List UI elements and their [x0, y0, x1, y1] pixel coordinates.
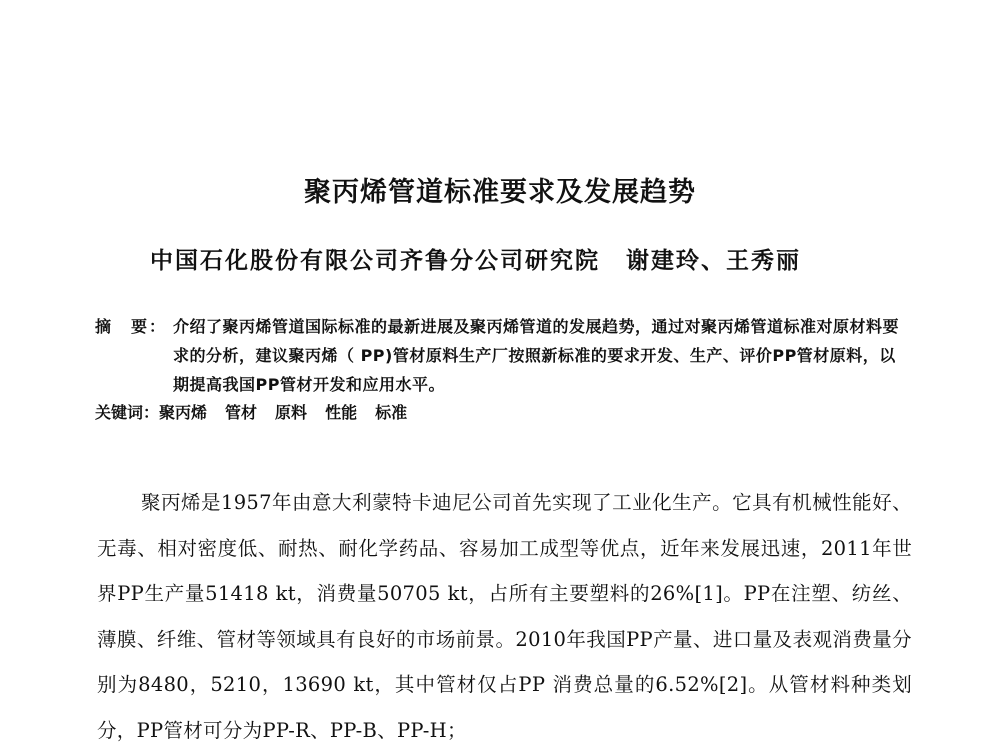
abstract	[95, 312, 915, 399]
abstract-text: 介绍了聚丙烯管道国际标准的最新进展及聚丙烯管道的发展趋势，通过对聚丙烯管道标准对原材料要求的分析，建议聚丙烯（ PP)管材原料生产厂按照新标准的要求开发、生产、评价PP管材原料，以期提高我国PP管材开发和应用水平。	[173, 317, 900, 394]
keywords-label: 关键词：	[95, 403, 160, 422]
abstract-label: 摘 要：	[95, 317, 168, 336]
paper-title: 聚丙烯管道标准要求及发展趋势	[304, 177, 696, 208]
affiliation: 中国石化股份有限公司齐鲁分公司研究院	[150, 248, 600, 274]
body-paragraph: 聚丙烯是1957年由意大利蒙特卡迪尼公司首先实现了工业化生产。它具有机械性能好、无毒、相对密度低、耐热、耐化学药品、容易加工成型等优点，近年来发展迅速，2011年世界PP生产量51418 kt，消费量50705 kt，占所有主要塑料的26%[1]。PP在注塑、纺丝、薄膜、纤维、管材等领域具有良好的市场前景。2010年我国PP产量、进口量及表观消费量分别为8480，5210，13690 kt，其中管材仅占PP 消费总量的6.52%[2]。从管材料种类划分，PP管材可分为PP-R、PP-B、PP-H；	[97, 491, 912, 742]
byline	[150, 242, 801, 275]
authors: 谢建玲、王秀丽	[626, 248, 801, 274]
keyword: 管材	[225, 403, 258, 422]
keyword: 聚丙烯	[159, 403, 208, 422]
keyword: 原料	[275, 403, 308, 422]
keyword: 性能	[325, 403, 358, 422]
keywords	[95, 400, 425, 423]
keyword: 标准	[375, 403, 408, 422]
